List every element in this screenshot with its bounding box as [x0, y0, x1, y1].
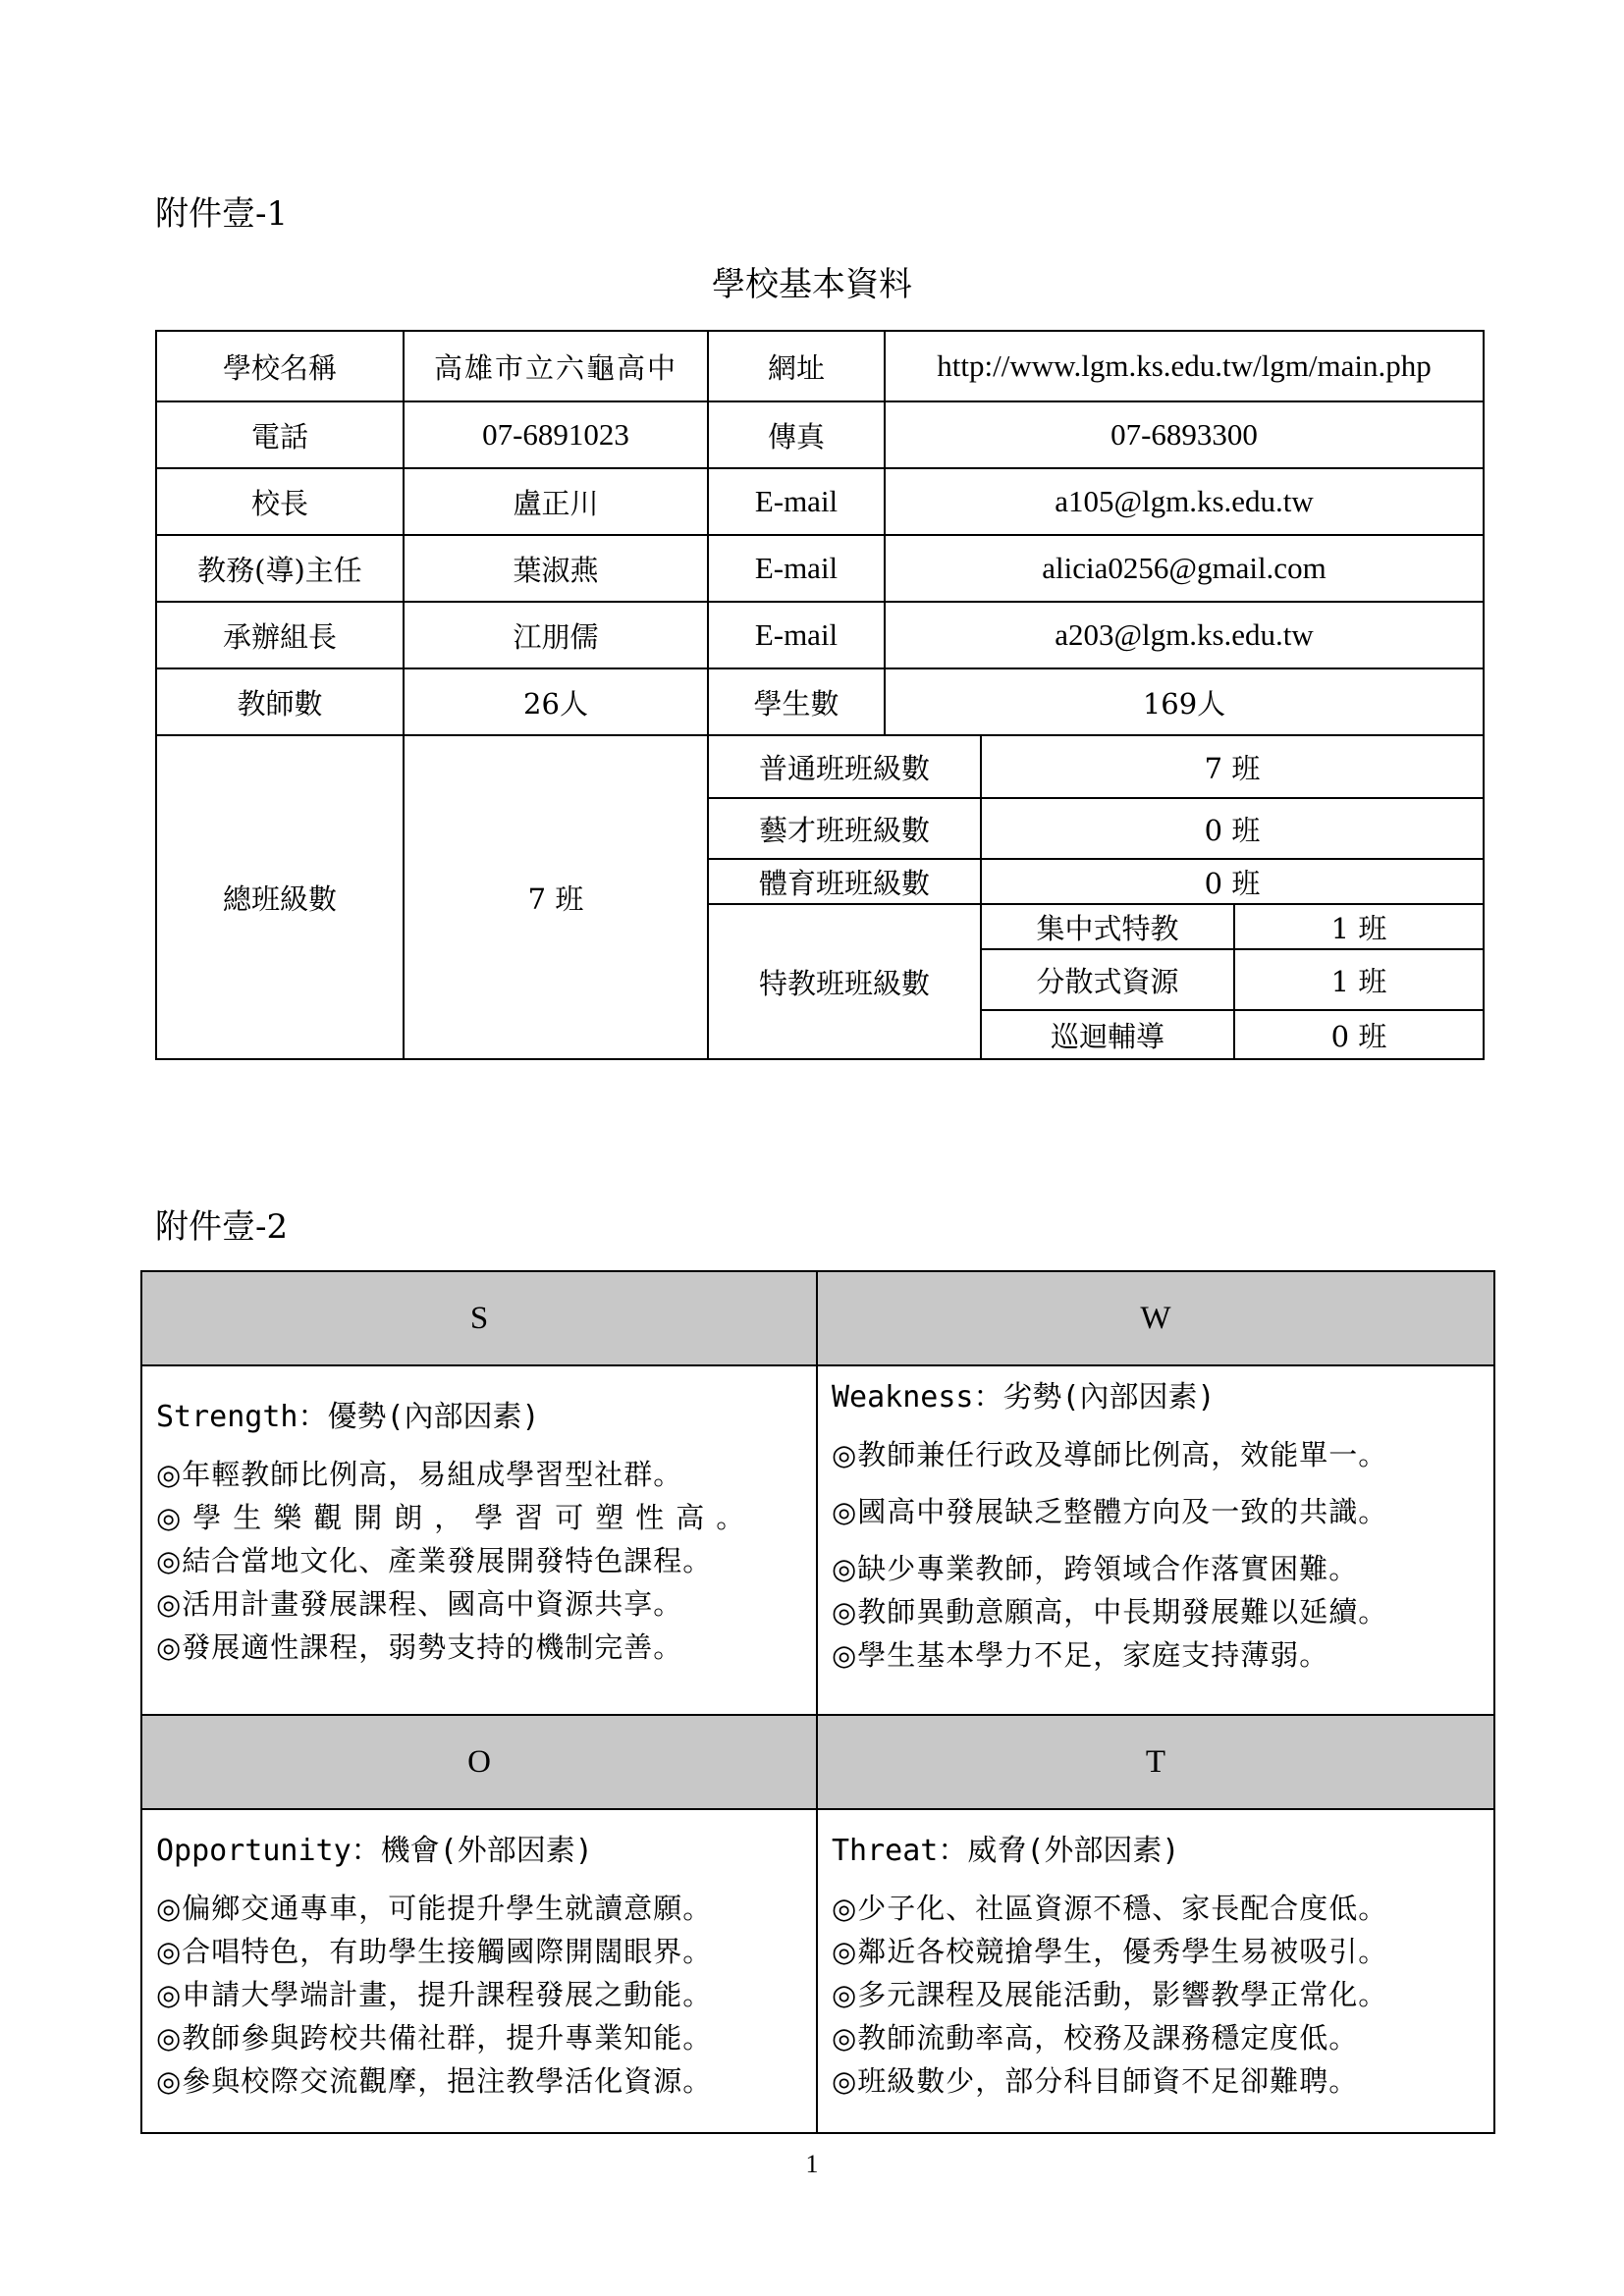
- opportunity-item: ◎教師參與跨校共備社群，提升專業知能。: [156, 2021, 713, 2055]
- threat-cell: [817, 1809, 1494, 2133]
- special-resource-value: 1 班: [1234, 949, 1484, 1010]
- swot-header-t: T: [817, 1715, 1494, 1809]
- leader-email-value: a203@lgm.ks.edu.tw: [885, 602, 1484, 668]
- students-value: 169人: [885, 668, 1484, 735]
- special-central-value: 1 班: [1234, 904, 1484, 949]
- leader-label: 承辦組長: [156, 602, 404, 668]
- sports-classes-value: 0 班: [981, 859, 1484, 904]
- fax-value: 07-6893300: [885, 401, 1484, 468]
- website-label: 網址: [708, 331, 885, 401]
- swot-header-w: W: [817, 1271, 1494, 1365]
- page-number: 1: [805, 2150, 819, 2178]
- students-label: 學生數: [708, 668, 885, 735]
- total-classes-label: 總班級數: [156, 735, 404, 1059]
- attachment2-heading: 附件壹-2: [155, 1207, 289, 1247]
- sports-classes-label: 體育班班級數: [708, 859, 981, 904]
- special-classes-label: 特教班班級數: [708, 904, 981, 1059]
- opportunity-item: ◎合唱特色，有助學生接觸國際開闊眼界。: [156, 1935, 713, 1968]
- strength-cell: [141, 1365, 817, 1715]
- website-value: http://www.lgm.ks.edu.tw/lgm/main.php: [885, 331, 1484, 401]
- page-title: 學校基本資料: [712, 265, 912, 304]
- director-email-value: alicia0256@gmail.com: [885, 535, 1484, 602]
- weakness-item: ◎學生基本學力不足，家庭支持薄弱。: [832, 1638, 1329, 1672]
- fax-label: 傳真: [708, 401, 885, 468]
- threat-item: ◎教師流動率高，校務及課務穩定度低。: [832, 2021, 1359, 2055]
- special-itinerant-label: 巡迴輔導: [981, 1010, 1234, 1059]
- weakness-item: ◎教師異動意願高，中長期發展難以延續。: [832, 1595, 1388, 1629]
- director-value: 葉淑燕: [404, 535, 708, 602]
- threat-item: ◎班級數少，部分科目師資不足卻難聘。: [832, 2064, 1359, 2098]
- phone-value: 07-6891023: [404, 401, 708, 468]
- threat-item: ◎少子化、社區資源不穩、家長配合度低。: [832, 1892, 1388, 1925]
- director-email-label: E-mail: [708, 535, 885, 602]
- weakness-item: ◎教師兼任行政及導師比例高，效能單一。: [832, 1438, 1388, 1471]
- swot-header-o: O: [141, 1715, 817, 1809]
- attachment1-heading: 附件壹-1: [155, 194, 289, 234]
- school-name-value: 高雄市立六龜高中: [404, 331, 708, 401]
- regular-classes-label: 普通班班級數: [708, 735, 981, 798]
- arts-classes-label: 藝才班班級數: [708, 798, 981, 859]
- school-name-label: 學校名稱: [156, 331, 404, 401]
- leader-email-label: E-mail: [708, 602, 885, 668]
- teachers-value: 26人: [404, 668, 708, 735]
- special-central-label: 集中式特教: [981, 904, 1234, 949]
- opportunity-cell: [141, 1809, 817, 2133]
- weakness-title: Weakness：劣勢(內部因素): [832, 1380, 1216, 1415]
- threat-item: ◎鄰近各校競搶學生，優秀學生易被吸引。: [832, 1935, 1388, 1968]
- director-label: 教務(導)主任: [156, 535, 404, 602]
- principal-email-label: E-mail: [708, 468, 885, 535]
- school-info-table: [155, 330, 1485, 1060]
- regular-classes-value: 7 班: [981, 735, 1484, 798]
- opportunity-item: ◎申請大學端計畫，提升課程發展之動能。: [156, 1978, 713, 2011]
- strength-item: ◎發展適性課程，弱勢支持的機制完善。: [156, 1630, 683, 1664]
- swot-header-s: S: [141, 1271, 817, 1365]
- weakness-item: ◎缺少專業教師，跨領域合作落實困難。: [832, 1552, 1359, 1585]
- strength-item: ◎年輕教師比例高，易組成學習型社群。: [156, 1458, 683, 1491]
- special-resource-label: 分散式資源: [981, 949, 1234, 1010]
- weakness-cell: [817, 1365, 1494, 1715]
- threat-title: Threat：威脅(外部因素): [832, 1834, 1180, 1868]
- opportunity-item: ◎偏鄉交通專車，可能提升學生就讀意願。: [156, 1892, 713, 1925]
- opportunity-title: Opportunity：機會(外部因素): [156, 1834, 593, 1868]
- strength-item: ◎結合當地文化、產業發展開發特色課程。: [156, 1544, 713, 1577]
- principal-email-value: a105@lgm.ks.edu.tw: [885, 468, 1484, 535]
- opportunity-item: ◎參與校際交流觀摩，挹注教學活化資源。: [156, 2064, 713, 2098]
- strength-item: ◎活用計畫發展課程、國高中資源共享。: [156, 1587, 683, 1621]
- total-classes-value: 7 班: [404, 735, 708, 1059]
- principal-value: 盧正川: [404, 468, 708, 535]
- leader-value: 江朋儒: [404, 602, 708, 668]
- swot-table: [140, 1270, 1495, 2134]
- teachers-label: 教師數: [156, 668, 404, 735]
- strength-item: ◎學生樂觀開朗，學習可塑性高。: [156, 1501, 757, 1534]
- arts-classes-value: 0 班: [981, 798, 1484, 859]
- weakness-item: ◎國高中發展缺乏整體方向及一致的共識。: [832, 1495, 1388, 1528]
- threat-item: ◎多元課程及展能活動，影響教學正常化。: [832, 1978, 1388, 2011]
- principal-label: 校長: [156, 468, 404, 535]
- phone-label: 電話: [156, 401, 404, 468]
- special-itinerant-value: 0 班: [1234, 1010, 1484, 1059]
- strength-title: Strength：優勢(內部因素): [156, 1400, 540, 1434]
